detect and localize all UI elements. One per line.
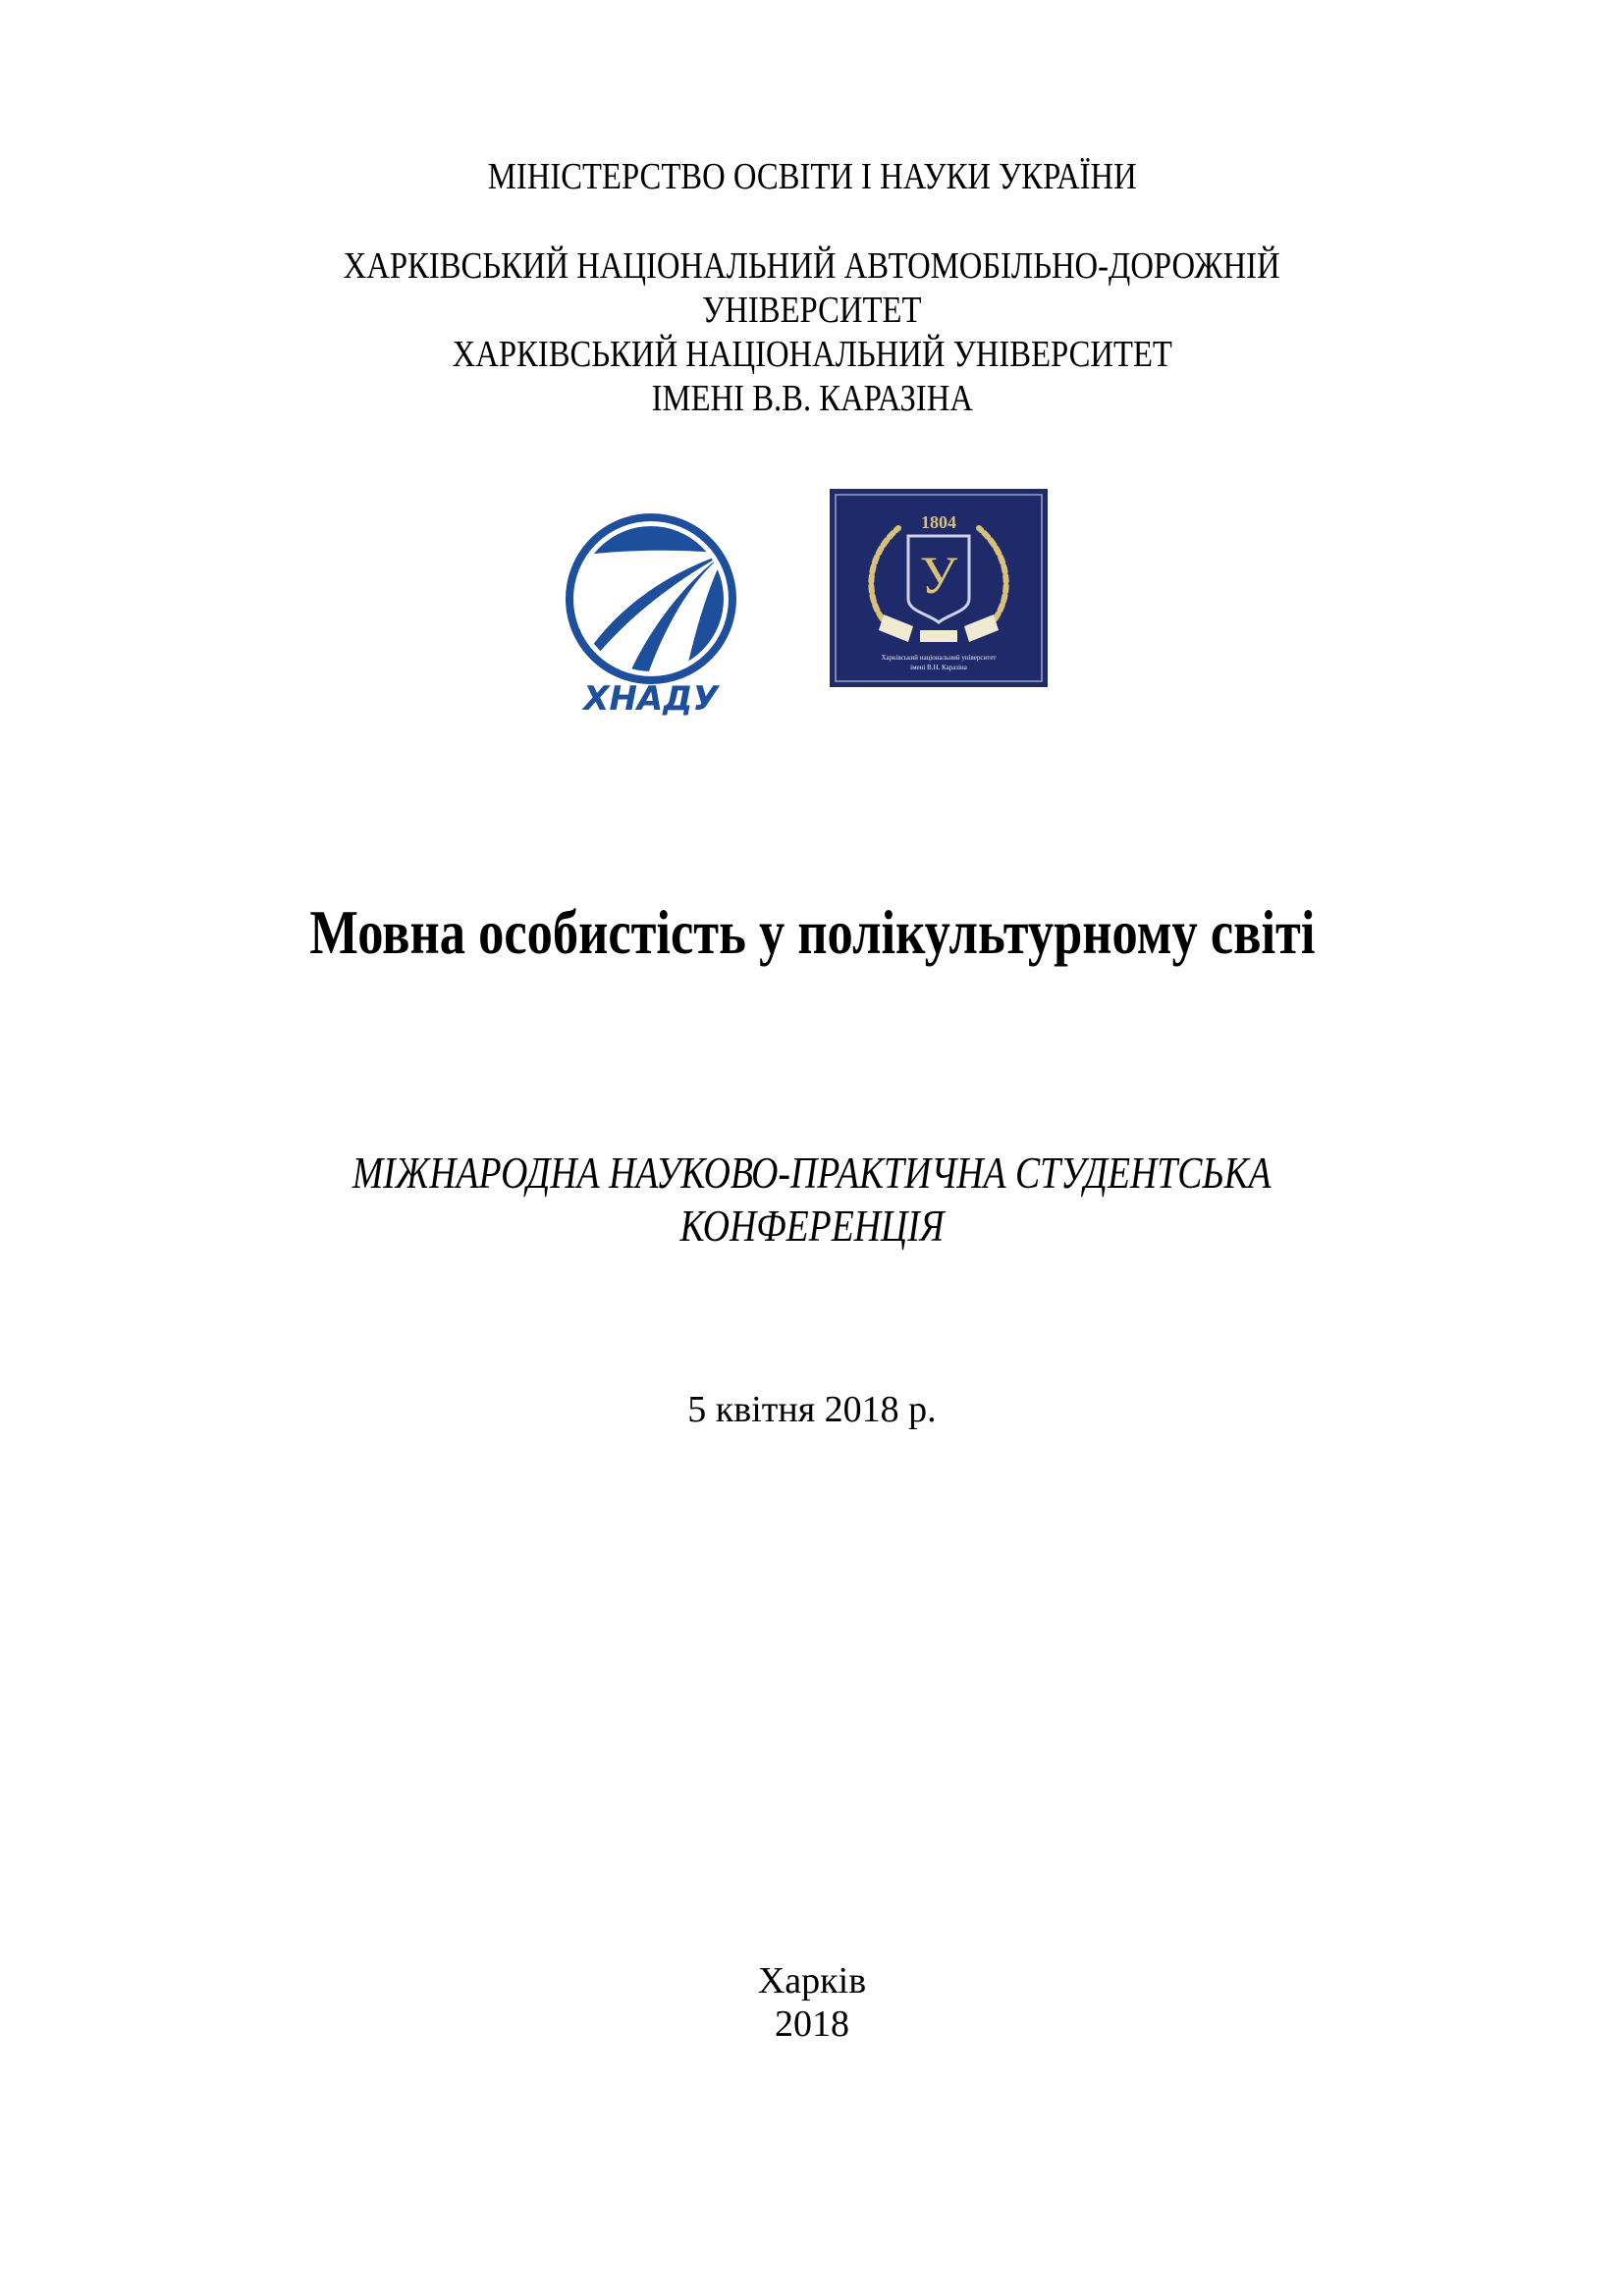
karazin-university-logo (830, 489, 1048, 687)
title-text: Мовна особистість у полікультурному світі (308, 897, 1316, 967)
document-title (0, 895, 1624, 970)
university1-line2 (0, 289, 1624, 332)
city-text: Харків (757, 1960, 867, 2002)
university2-name-text-cont: ІМЕНІ В.В. КАРАЗІНА (651, 378, 973, 419)
footer-year (0, 2002, 1624, 2046)
conference-date (0, 1388, 1624, 1431)
svg-text:У: У (919, 546, 958, 605)
university1-line1 (0, 244, 1624, 288)
khnadu-road-logo-icon (546, 489, 756, 717)
university1-name-text: ХАРКІВСЬКИЙ НАЦІОНАЛЬНИЙ АВТОМОБІЛЬНО-ДОРОЖНІЙ (343, 245, 1281, 287)
karazin-crest-icon (830, 489, 1048, 687)
khnadu-logo (546, 489, 756, 717)
svg-text:1804: 1804 (921, 512, 956, 532)
svg-text:імені В.Н. Каразіна: імені В.Н. Каразіна (910, 664, 967, 671)
svg-text:ХНАДУ: ХНАДУ (583, 679, 719, 717)
conference-type-line2 (0, 1200, 1624, 1253)
date-text: 5 квітня 2018 р. (687, 1389, 937, 1430)
ministry-heading (0, 155, 1624, 198)
university2-line2 (0, 377, 1624, 420)
subtitle-text: МІЖНАРОДНА НАУКОВО-ПРАКТИЧНА СТУДЕНТСЬКА (352, 1148, 1272, 1198)
svg-text:Харківський національний уніве: Харківський національний університет (881, 654, 997, 662)
ministry-text: МІНІСТЕРСТВО ОСВІТИ І НАУКИ УКРАЇНИ (487, 156, 1137, 197)
university1-name-text-cont: УНІВЕРСИТЕТ (702, 290, 922, 331)
university2-name-text: ХАРКІВСЬКИЙ НАЦІОНАЛЬНИЙ УНІВЕРСИТЕТ (452, 334, 1172, 375)
conference-type-line1 (0, 1147, 1624, 1200)
year-text: 2018 (775, 2003, 849, 2045)
footer-city (0, 1959, 1624, 2002)
subtitle-text-cont: КОНФЕРЕНЦІЯ (679, 1201, 945, 1251)
university2-line1 (0, 333, 1624, 376)
